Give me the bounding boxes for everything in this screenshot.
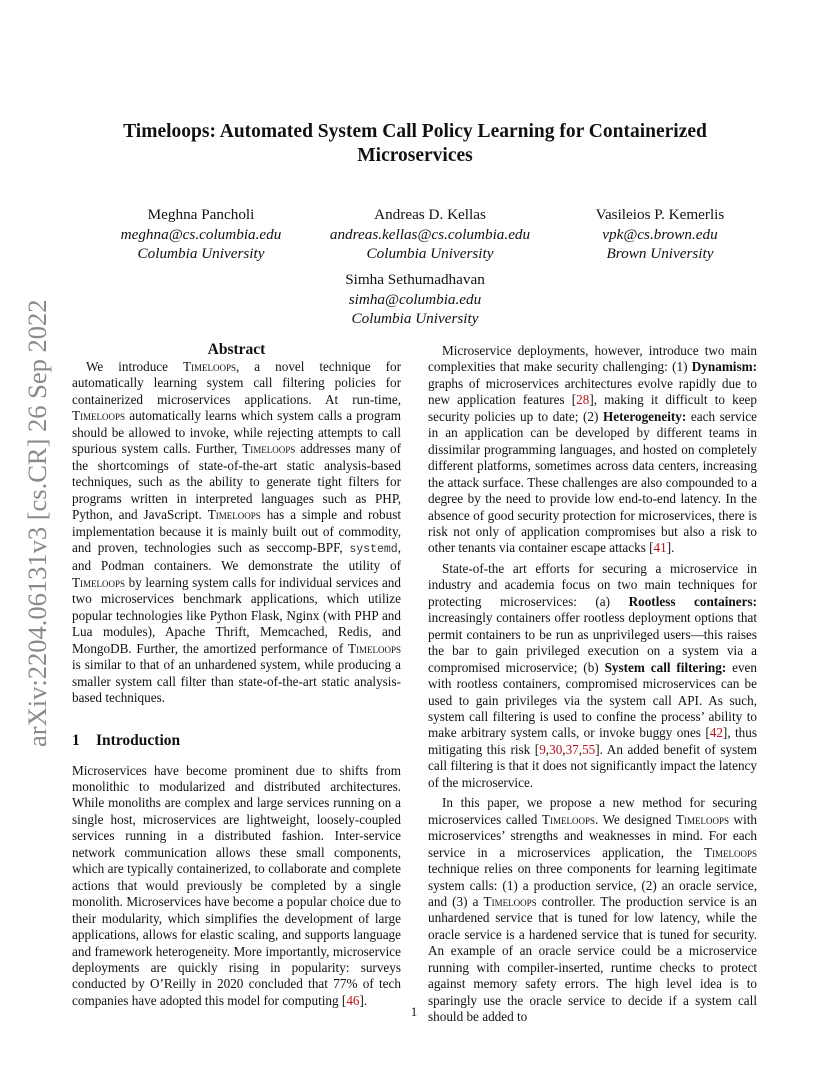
abstract-heading: Abstract xyxy=(207,341,266,358)
abstract-text: We introduce Timeloops, a novel technique for automatically learning system call filtering policies for containerized microservices applications. At run-time, Timeloops automatically learns which system calls a program should be allowed to invoke, while rejecting attempts to call spurious system calls. Further, Timeloops addresses many of the shortcomings of state-of-the-art static analysis-based techniques, such as the ability to generate tight filters for programs written in interpreted languages such as PHP, Python, and JavaScript. Timeloops has a simple and robust implementation because it is mainly built out of commodity, and proven, technologies such as seccomp-BPF, systemd, and Podman containers. We demonstrate the utility of Timeloops by learning system calls for individual services and two microservices benchmark applications, which utilize popular technologies like Python Flask, Nginx (with PHP and Lua modules), Apache Thrift, Memcached, Redis, and MongoDB. Further, the amortized performance of Timeloops is similar to that of an unhardened system, while producing a smaller system call filter than state-of-the-art static analysis-based techniques. xyxy=(72,359,401,706)
author-email: simha@columbia.edu xyxy=(348,290,482,308)
right-column xyxy=(428,343,757,1026)
intro-paragraph: Microservices have become prominent due to shifts from monolithic to modularized and distributed architectures. While monoliths are complex and large services running on a single host, microservices are lightweight, loosely-coupled services running in a distributed fashion. Inter-service network communication allows these small components, which are typically containerized, to collaborate and complete actions that would previously be completed by a single monolith. Microservices have become a popular choice due to their modularity, which simplifies the development of large applications, allows for elastic scaling, and supports language and framework heterogeneity. More importantly, microservice deployments are quickly rising in popularity: surveys conducted by O’Reilly in 2020 concluded that 77% of tech companies have adopted this model for computing [46]. xyxy=(72,762,401,1008)
author-2 xyxy=(310,205,550,264)
author-name: Meghna Pancholi xyxy=(147,206,255,223)
author-1 xyxy=(96,205,306,264)
body-paragraph: Microservice deployments, however, introduce two main complexities that make security challenging: (1) Dynamism: graphs of microservices architectures evolve rapidly due to new application features [28], making it difficult to keep security policies up to date; (2) Heterogeneity: each service in an application can be developed by different teams in dissimilar programming languages, and hosted on completely different platforms, sometimes across data centers, increasing the attack surface. These challenges are also compounded to a degree by the need to provide low end-to-end latency. In the absence of good security protection for microservices, there is risk not only of application compromises but also a risk to other tenants via container escape attacks [41]. xyxy=(428,343,758,556)
citation-link[interactable]: 42 xyxy=(709,725,723,741)
author-email: andreas.kellas@cs.columbia.edu xyxy=(329,225,531,243)
author-4 xyxy=(310,270,520,329)
section-heading-introduction: 1 Introduction xyxy=(72,731,181,749)
page-number: 1 xyxy=(410,1004,418,1019)
body-paragraph: In this paper, we propose a new method for securing microservices called Timeloops. We designed Timeloops with microservices’ strengths and weaknesses in mind. For each service in a microservices application, the Timeloops technique relies on three components for learning legitimate system calls: (1) a production service, (2) an oracle service, and (3) a Timeloops controller. The production service is an unhardened service that is tuned for low latency, while the oracle service is a hardened service that is tuned for security. An example of an oracle service could be a microservice running with compiler-inserted, runtime checks to protect against memory safety errors. The high level idea is to sparingly use the oracle service to decide if a system call should be added to xyxy=(428,795,757,1025)
citation-link[interactable]: 55 xyxy=(582,741,596,757)
author-affiliation: Columbia University xyxy=(137,245,265,262)
author-email: meghna@cs.columbia.edu xyxy=(120,225,282,243)
code-systemd: systemd xyxy=(349,542,398,556)
author-affiliation: Brown University xyxy=(606,245,714,262)
author-affiliation: Columbia University xyxy=(366,245,494,262)
author-name: Vasileios P. Kemerlis xyxy=(595,206,725,223)
author-name: Andreas D. Kellas xyxy=(374,206,486,223)
paper-title: Timeloops: Automated System Call Policy Learning for Containerized Microservices xyxy=(123,121,707,166)
author-affiliation: Columbia University xyxy=(351,310,479,327)
arxiv-identifier: arXiv:2204.06131v3 [cs.CR] 26 Sep 2022 xyxy=(22,299,52,747)
citation-link[interactable]: 37 xyxy=(565,741,579,757)
citation-link[interactable]: 41 xyxy=(653,540,667,556)
author-3 xyxy=(555,205,765,264)
body-paragraph: State-of-the art efforts for securing a microservice in industry and academia focus on two main techniques for protecting microservices: (a) Rootless containers: increasingly containers offer rootless deployment options that permit containers to be run as unprivileged users—this raises the bar to gain privileged execution on a system via a compromised microservice; (b) System call filtering: even with rootless containers, compromised microservices can be used to gain privileges via the system call API. As such, system call filtering is used to confine the process’ ability to make arbitrary system calls, or invoke buggy ones [42], thus mitigating this risk [9,30,37,55]. An added benefit of system call filtering is that it does not significantly impact the latency of the microservice. xyxy=(428,560,758,790)
left-column xyxy=(72,341,401,1009)
author-email: vpk@cs.brown.edu xyxy=(602,225,718,243)
citation-link[interactable]: 9 xyxy=(539,741,546,757)
author-name: Simha Sethumadhavan xyxy=(345,271,485,288)
citation-link[interactable]: 30 xyxy=(549,741,563,757)
citation-link[interactable]: 46 xyxy=(346,992,360,1008)
citation-link[interactable]: 28 xyxy=(576,392,590,408)
